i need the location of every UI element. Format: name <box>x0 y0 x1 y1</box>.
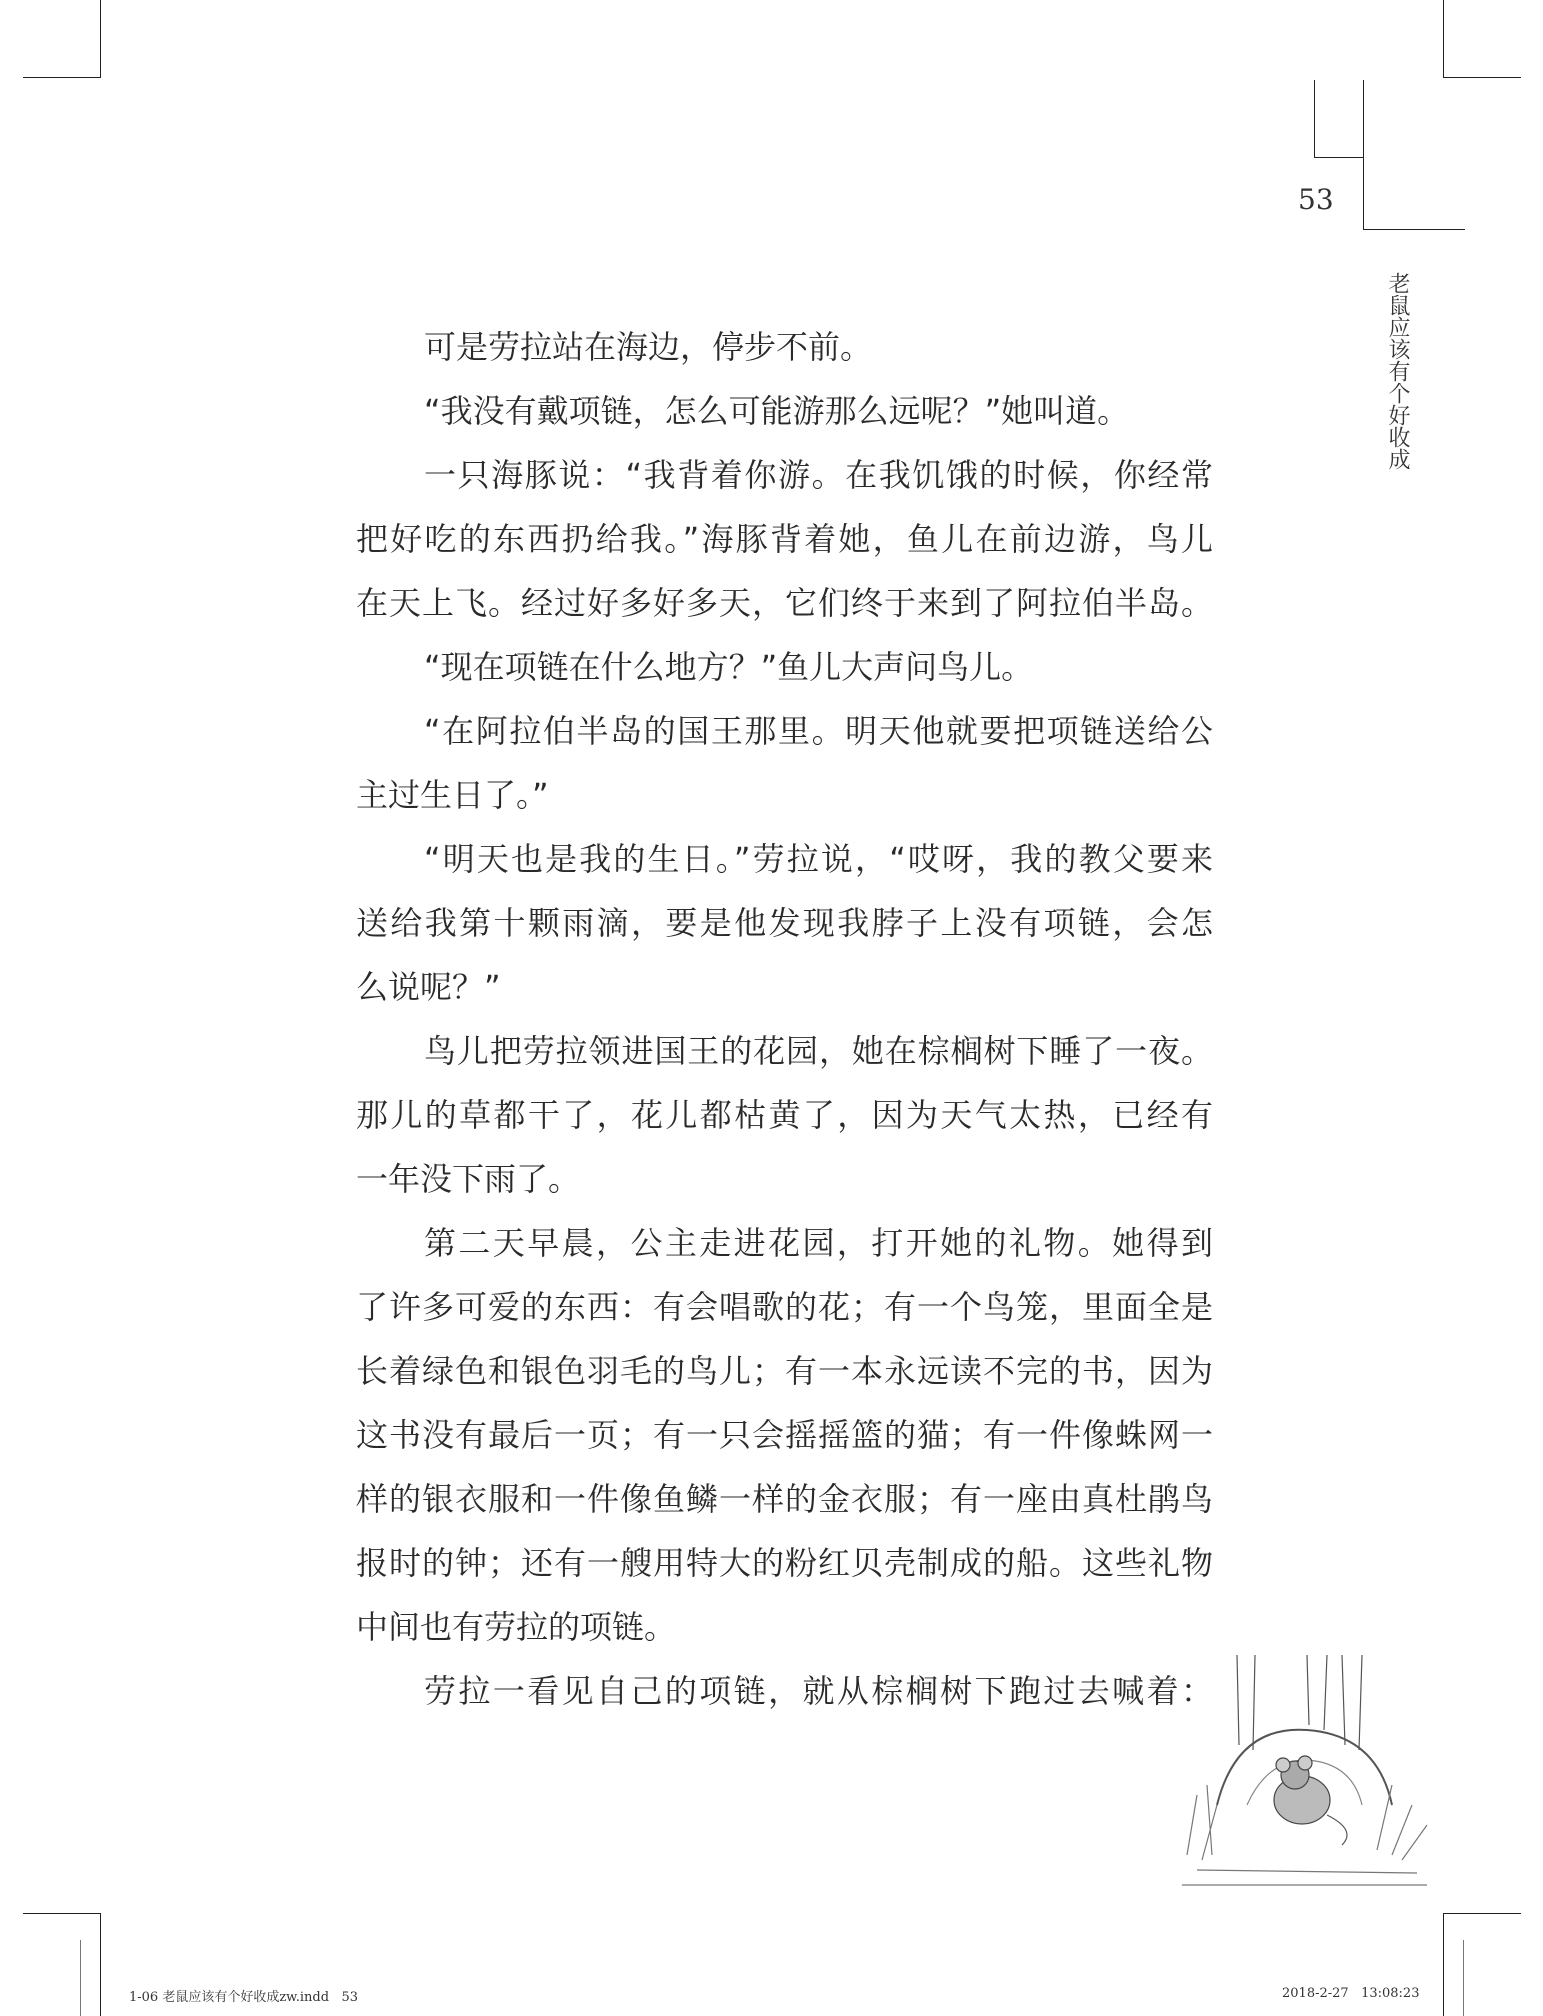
text-line: 中间也有劳拉的项链。 <box>356 1608 677 1646</box>
body-text <box>356 322 1213 1730</box>
text-line: 一年没下雨了。 <box>356 1160 581 1198</box>
footer-file-info: 1-06 老鼠应该有个好收成zw.indd 53 <box>129 1990 359 2005</box>
text-line: 样的银衣服和一件像鱼鳞一样的金衣服；有一座由真杜鹃鸟 <box>356 1480 1213 1518</box>
text-line: 么说呢？” <box>356 968 501 1006</box>
text-line: 把好吃的东西扔给我。”海豚背着她，鱼儿在前边游，鸟儿 <box>356 520 1213 558</box>
text-line: 劳拉一看见自己的项链，就从棕榈树下跑过去喊着： <box>424 1672 1213 1710</box>
crop-mark <box>1443 1913 1521 1914</box>
page-number: 53 <box>1298 183 1334 216</box>
crop-mark <box>1443 1913 1444 2016</box>
text-line: 主过生日了。” <box>356 776 549 814</box>
crop-mark <box>100 1913 101 2016</box>
crop-mark <box>80 1940 81 2016</box>
text-line: 报时的钟；还有一艘用特大的粉红贝壳制成的船。这些礼物 <box>356 1544 1213 1582</box>
tree-trunk <box>1237 1655 1362 1750</box>
crop-mark <box>23 1913 101 1914</box>
folio-rule <box>1314 157 1364 158</box>
folio-rule <box>1363 229 1465 230</box>
footer-timestamp: 2018-2-27 13:08:23 <box>1282 1986 1420 2001</box>
crop-mark <box>23 77 101 78</box>
folio-rule <box>1363 80 1364 230</box>
mouse-illustration <box>1177 1655 1435 1905</box>
text-line: 这书没有最后一页；有一只会摇摇篮的猫；有一件像蛛网一 <box>356 1416 1213 1454</box>
text-line: “明天也是我的生日。”劳拉说，“哎呀，我的教父要来 <box>424 840 1213 878</box>
running-title: 老鼠应该有个好收成 <box>1385 272 1410 470</box>
text-line: 了许多可爱的东西：有会唱歌的花；有一个鸟笼，里面全是 <box>356 1288 1213 1326</box>
crop-mark <box>1443 77 1521 78</box>
text-line: “在阿拉伯半岛的国王那里。明天他就要把项链送给公 <box>424 712 1213 750</box>
text-line: 那儿的草都干了，花儿都枯黄了，因为天气太热，已经有 <box>356 1096 1213 1134</box>
text-line: “我没有戴项链，怎么可能游那么远呢？”她叫道。 <box>424 392 1130 430</box>
crop-mark <box>1463 1940 1464 2016</box>
crop-mark <box>1443 0 1444 78</box>
text-line: 送给我第十颗雨滴，要是他发现我脖子上没有项链，会怎 <box>356 904 1213 942</box>
text-line: 可是劳拉站在海边，停步不前。 <box>424 328 873 366</box>
text-line: “现在项链在什么地方？”鱼儿大声问鸟儿。 <box>424 648 1034 686</box>
crop-mark <box>100 0 101 78</box>
text-line: 在天上飞。经过好多好多天，它们终于来到了阿拉伯半岛。 <box>356 584 1213 622</box>
text-line: 长着绿色和银色羽毛的鸟儿；有一本永远读不完的书，因为 <box>356 1352 1213 1390</box>
text-line: 第二天早晨，公主走进花园，打开她的礼物。她得到 <box>424 1224 1213 1262</box>
folio-rule <box>1314 80 1315 158</box>
text-line: 一只海豚说：“我背着你游。在我饥饿的时候，你经常 <box>424 456 1213 494</box>
text-line: 鸟儿把劳拉领进国王的花园，她在棕榈树下睡了一夜。 <box>424 1032 1213 1070</box>
